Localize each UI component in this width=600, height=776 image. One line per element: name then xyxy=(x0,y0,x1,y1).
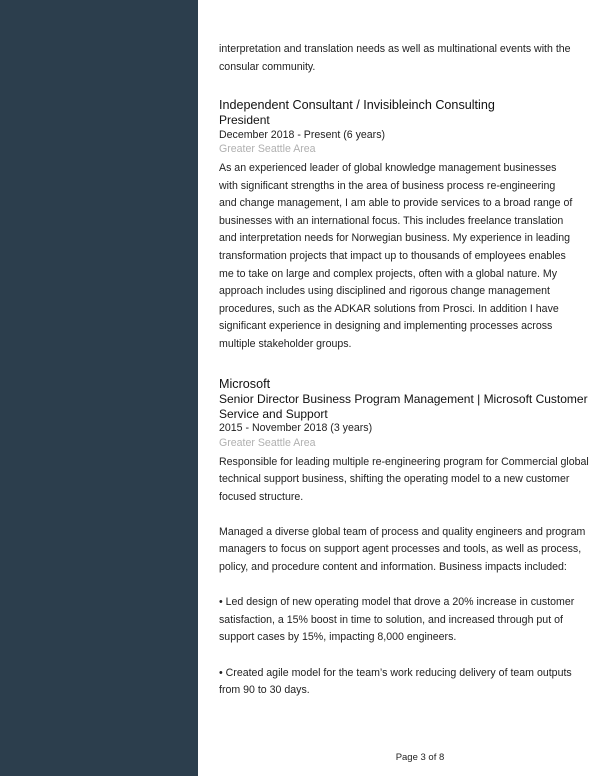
paragraph-gap xyxy=(219,506,589,524)
description-line: • Created agile model for the team’s work reducing delivery of team outputs xyxy=(219,666,572,679)
text-line: consular community. xyxy=(219,60,316,73)
job-dates: December 2018 - Present (6 years) xyxy=(219,128,386,141)
paragraph-gap xyxy=(219,647,589,665)
job-title: President xyxy=(219,113,270,127)
page-number: Page 3 of 8 xyxy=(395,752,445,763)
job-dates: 2015 - November 2018 (3 years) xyxy=(219,422,373,434)
description-line: • Led design of new operating model that drove a 20% increase in customer xyxy=(219,596,575,609)
description-line: me to take on large and complex projects, often with a global nature. My xyxy=(219,267,558,280)
job-description xyxy=(219,160,589,354)
intro-paragraph xyxy=(219,41,589,76)
description-line: Managed a diverse global team of process and quality engineers and program xyxy=(219,525,586,538)
position-entry xyxy=(219,376,589,700)
job-location: Greater Seattle Area xyxy=(219,436,316,449)
description-line: with significant strengths in the area of business process re-engineering xyxy=(219,179,556,192)
job-description xyxy=(219,454,589,700)
description-line: policy, and procedure content and information. Business impacts included: xyxy=(219,561,567,574)
description-line: and interpretation needs for Norwegian business. My experience in leading xyxy=(219,232,570,245)
description-line: and change management, I am able to provide services to a broad range of xyxy=(219,197,573,210)
description-line: support cases by 15%, impacting 8,000 engineers. xyxy=(219,631,457,644)
description-line: As an experienced leader of global knowledge management businesses xyxy=(219,162,557,174)
description-line: procedures, such as the ADKAR solutions from Prosci. In addition I have xyxy=(219,302,559,315)
description-line: multiple stakeholder groups. xyxy=(219,337,352,350)
text-line: interpretation and translation needs as well as multinational events with the xyxy=(219,43,571,55)
description-line: approach includes using disciplined and rigorous change management xyxy=(219,285,550,298)
description-line: significant experience in designing and implementing processes across xyxy=(219,320,553,333)
description-line: managers to focus on support agent processes and tools, as well as process, xyxy=(219,543,582,556)
description-line: from 90 to 30 days. xyxy=(219,684,310,697)
job-location: Greater Seattle Area xyxy=(219,143,316,155)
description-line: focused structure. xyxy=(219,490,304,503)
description-line: businesses with an international focus. This includes freelance translation xyxy=(219,214,564,227)
company-name: Independent Consultant / Invisibleinch Consulting xyxy=(219,98,495,112)
description-line: technical support business, shifting the operating model to a new customer xyxy=(219,473,570,486)
position-entry xyxy=(219,97,589,354)
job-title: Senior Director Business Program Management | Microsoft Customer xyxy=(219,392,588,406)
description-line: satisfaction, a 15% boost in time to solution, and increased through put of xyxy=(219,613,563,626)
paragraph-gap xyxy=(219,577,589,595)
company-name: Microsoft xyxy=(219,377,271,391)
job-title: Service and Support xyxy=(219,406,328,421)
sidebar-panel xyxy=(0,0,198,776)
description-line: transformation projects that impact up to thousands of employees enables xyxy=(219,249,566,262)
description-line: Responsible for leading multiple re-engineering program for Commercial global xyxy=(219,455,589,468)
